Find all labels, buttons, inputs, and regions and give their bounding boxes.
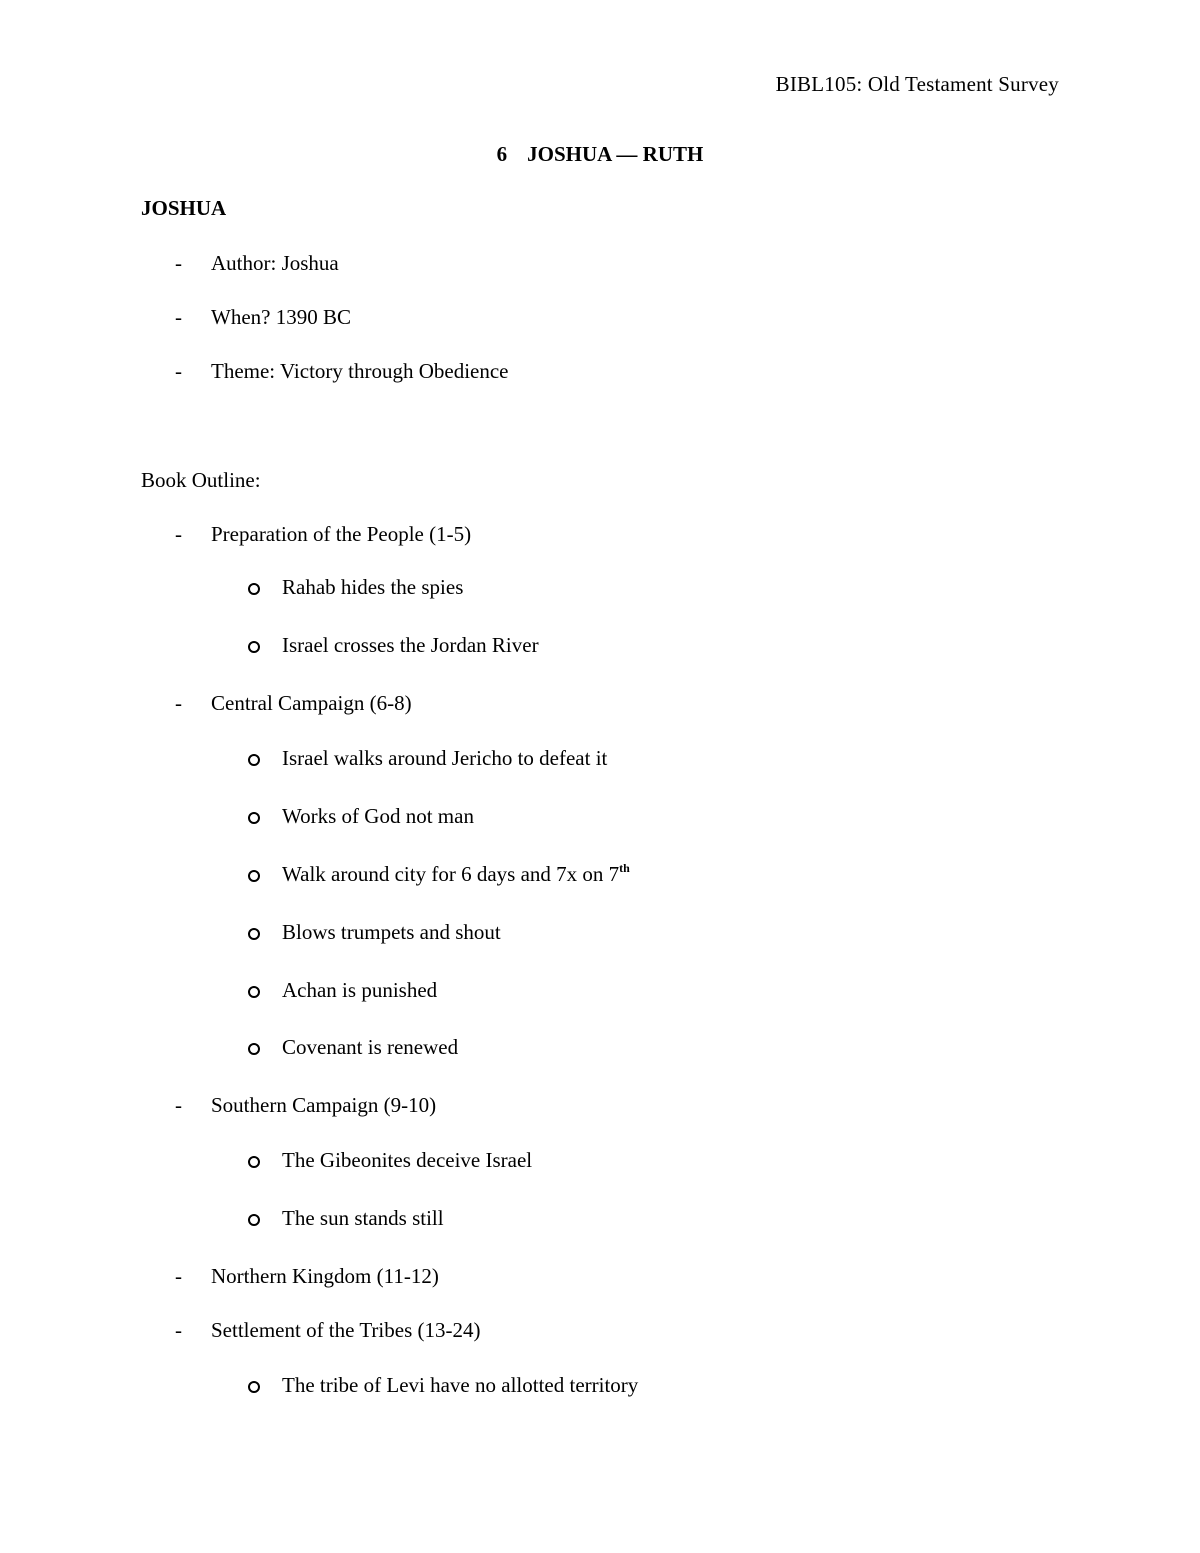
outline-item-text: Southern Campaign (9-10) bbox=[211, 1093, 437, 1117]
dash-bullet: - bbox=[175, 1264, 182, 1288]
dash-bullet: - bbox=[175, 691, 182, 715]
chapter-title bbox=[0, 142, 1200, 167]
outline-subitem-text: Works of God not man bbox=[282, 804, 474, 828]
circle-bullet-icon bbox=[248, 928, 260, 940]
ordinal-superscript: th bbox=[619, 861, 630, 875]
page-header-course: BIBL105: Old Testament Survey bbox=[775, 72, 1059, 96]
circle-bullet-icon bbox=[248, 986, 260, 998]
outline-subitem-text: The sun stands still bbox=[282, 1206, 444, 1230]
circle-bullet-icon bbox=[248, 812, 260, 824]
fact-text: Author: Joshua bbox=[211, 251, 339, 275]
circle-bullet-icon bbox=[248, 641, 260, 653]
outline-subitem-text: Achan is punished bbox=[282, 978, 438, 1002]
dash-bullet: - bbox=[175, 305, 182, 329]
dash-bullet: - bbox=[175, 1093, 182, 1117]
circle-bullet-icon bbox=[248, 583, 260, 595]
outline-subitem-text: Israel walks around Jericho to defeat it bbox=[282, 746, 608, 770]
dash-bullet: - bbox=[175, 522, 182, 546]
outline-item-text: Preparation of the People (1-5) bbox=[211, 522, 472, 546]
circle-bullet-icon bbox=[248, 754, 260, 766]
outline-label: Book Outline: bbox=[141, 468, 261, 492]
dash-bullet: - bbox=[175, 251, 182, 275]
chapter-title-text: JOSHUA — RUTH bbox=[527, 142, 704, 166]
outline-subitem-text: Walk around city for 6 days and 7x on 7 bbox=[282, 862, 620, 886]
circle-bullet-icon bbox=[248, 1381, 260, 1393]
circle-bullet-icon bbox=[248, 870, 260, 882]
dash-bullet: - bbox=[175, 359, 182, 383]
section-heading: JOSHUA bbox=[141, 196, 227, 220]
outline-subitem-text: Covenant is renewed bbox=[282, 1035, 459, 1059]
outline-subitem-text: The Gibeonites deceive Israel bbox=[282, 1148, 533, 1172]
circle-bullet-icon bbox=[248, 1043, 260, 1055]
outline-item-text: Northern Kingdom (11-12) bbox=[211, 1264, 439, 1288]
fact-text: Theme: Victory through Obedience bbox=[211, 359, 509, 383]
dash-bullet: - bbox=[175, 1318, 182, 1342]
outline-subitem-text: Blows trumpets and shout bbox=[282, 920, 501, 944]
outline-subitem-text-wrap bbox=[282, 862, 630, 887]
chapter-number: 6 bbox=[496, 142, 508, 166]
outline-subitem-text: Israel crosses the Jordan River bbox=[282, 633, 539, 657]
outline-subitem-text: The tribe of Levi have no allotted territory bbox=[282, 1373, 639, 1397]
outline-subitem-text: Rahab hides the spies bbox=[282, 575, 464, 599]
circle-bullet-icon bbox=[248, 1214, 260, 1226]
outline-item-text: Central Campaign (6-8) bbox=[211, 691, 412, 715]
outline-item-text: Settlement of the Tribes (13-24) bbox=[211, 1318, 481, 1342]
fact-text: When? 1390 BC bbox=[211, 305, 351, 329]
circle-bullet-icon bbox=[248, 1156, 260, 1168]
